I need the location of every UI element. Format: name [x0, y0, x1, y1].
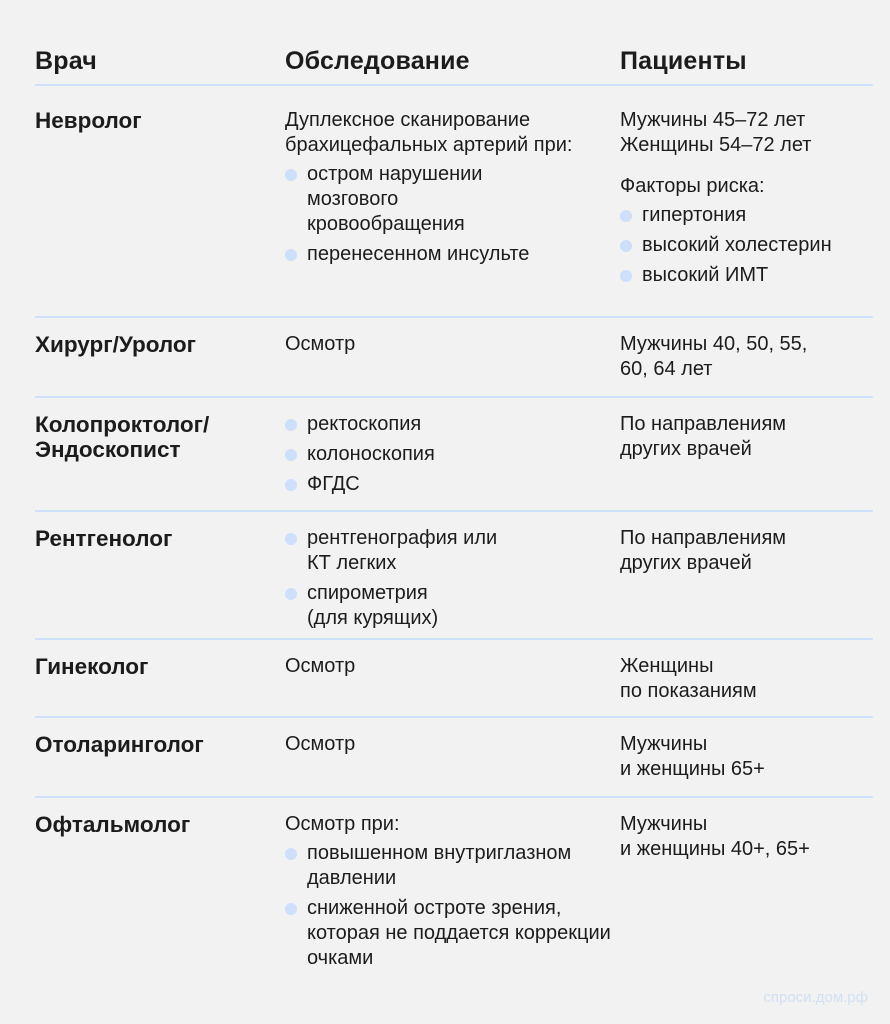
patients-line: Женщины	[620, 655, 714, 677]
patients-text: По направлениям других врачей	[620, 413, 787, 460]
table-row	[35, 798, 873, 978]
bullet-icon	[285, 533, 297, 545]
patients-line: Мужчины 45–72 лет	[620, 109, 806, 131]
bullet-icon	[285, 479, 297, 491]
patients-cell	[620, 654, 873, 716]
patients-cell	[620, 812, 873, 978]
table-row	[35, 640, 873, 718]
list-item-text: колоноскопия	[307, 443, 435, 465]
list-item-text: остром нарушении мозгового кровообращения	[307, 163, 483, 235]
exam-list	[285, 412, 620, 497]
list-item-text: рентгенография или КТ легких	[307, 527, 498, 574]
exam-intro: Осмотр при:	[285, 813, 400, 835]
list-item-text: перенесенном инсульте	[307, 243, 530, 265]
exam-list	[285, 526, 620, 631]
table-row	[35, 718, 873, 798]
list-item-text: гипертония	[642, 204, 747, 226]
bullet-icon	[285, 588, 297, 600]
exams-table	[35, 38, 873, 978]
exam-cell	[285, 108, 620, 316]
doctor-name: Хирург/Уролог	[35, 332, 197, 357]
list-item	[620, 233, 873, 258]
site-watermark: спроси.дом.рф	[763, 989, 868, 1006]
patients-cell	[620, 732, 873, 796]
exam-cell	[285, 812, 620, 978]
table-row	[35, 86, 873, 318]
doctor-name: Отоларинголог	[35, 732, 204, 757]
patients-line: по показаниям	[620, 680, 757, 702]
table-row	[35, 512, 873, 640]
list-item	[620, 263, 873, 288]
list-item	[285, 242, 620, 267]
patients-line: и женщины 40+, 65+	[620, 838, 810, 860]
doctor-name: Офтальмолог	[35, 812, 191, 837]
patients-line: Мужчины	[620, 813, 708, 835]
list-item	[285, 581, 467, 631]
list-item	[285, 841, 597, 891]
doctor-name: Гинеколог	[35, 654, 149, 679]
exam-text: Осмотр	[285, 733, 356, 755]
risk-factors-list	[620, 203, 873, 288]
exam-text: Осмотр	[285, 333, 356, 355]
list-item-text: повышенном внутриглазном давлении	[307, 842, 572, 889]
list-item-text: ФГДС	[307, 473, 360, 495]
list-item-text: сниженной остроте зрения, которая не поддается коррекции очками	[307, 897, 611, 969]
header-doctor: Врач	[35, 46, 97, 75]
list-item-text: ректоскопия	[307, 413, 422, 435]
list-item	[285, 896, 617, 971]
exam-cell	[285, 526, 620, 638]
list-item	[285, 526, 507, 576]
exam-cell	[285, 412, 620, 510]
patients-cell	[620, 108, 873, 316]
doctor-name: Рентгенолог	[35, 526, 173, 551]
patients-text: Мужчины 40, 50, 55, 60, 64 лет	[620, 333, 808, 380]
patients-line: Мужчины	[620, 733, 708, 755]
doctor-name: Колопроктолог/ Эндоскопист	[35, 412, 210, 462]
exam-list	[285, 841, 620, 971]
list-item-text: высокий холестерин	[642, 234, 832, 256]
table-row	[35, 398, 873, 512]
list-item	[285, 472, 620, 497]
bullet-icon	[285, 449, 297, 461]
list-item	[285, 162, 532, 237]
bullet-icon	[285, 848, 297, 860]
list-item	[285, 442, 620, 467]
list-item-text: высокий ИМТ	[642, 264, 769, 286]
list-item	[285, 412, 620, 437]
bullet-icon	[285, 903, 297, 915]
exam-intro: Дуплексное сканирование брахицефальных артерий при:	[285, 109, 573, 156]
bullet-icon	[620, 240, 632, 252]
doctor-name: Невролог	[35, 108, 142, 133]
patients-line: и женщины 65+	[620, 758, 765, 780]
header-exam: Обследование	[285, 46, 470, 75]
bullet-icon	[285, 419, 297, 431]
exam-text: Осмотр	[285, 655, 356, 677]
list-item-text: спирометрия (для курящих)	[307, 582, 439, 629]
header-patients: Пациенты	[620, 46, 747, 75]
bullet-icon	[620, 210, 632, 222]
bullet-icon	[285, 249, 297, 261]
bullet-icon	[285, 169, 297, 181]
list-item	[620, 203, 873, 228]
table-header	[35, 38, 873, 86]
table-row	[35, 318, 873, 398]
bullet-icon	[620, 270, 632, 282]
patients-text: По направлениям других врачей	[620, 527, 787, 574]
patients-line: Женщины 54–72 лет	[620, 134, 812, 156]
risk-factors-label: Факторы риска:	[620, 175, 765, 197]
exam-list	[285, 162, 620, 267]
